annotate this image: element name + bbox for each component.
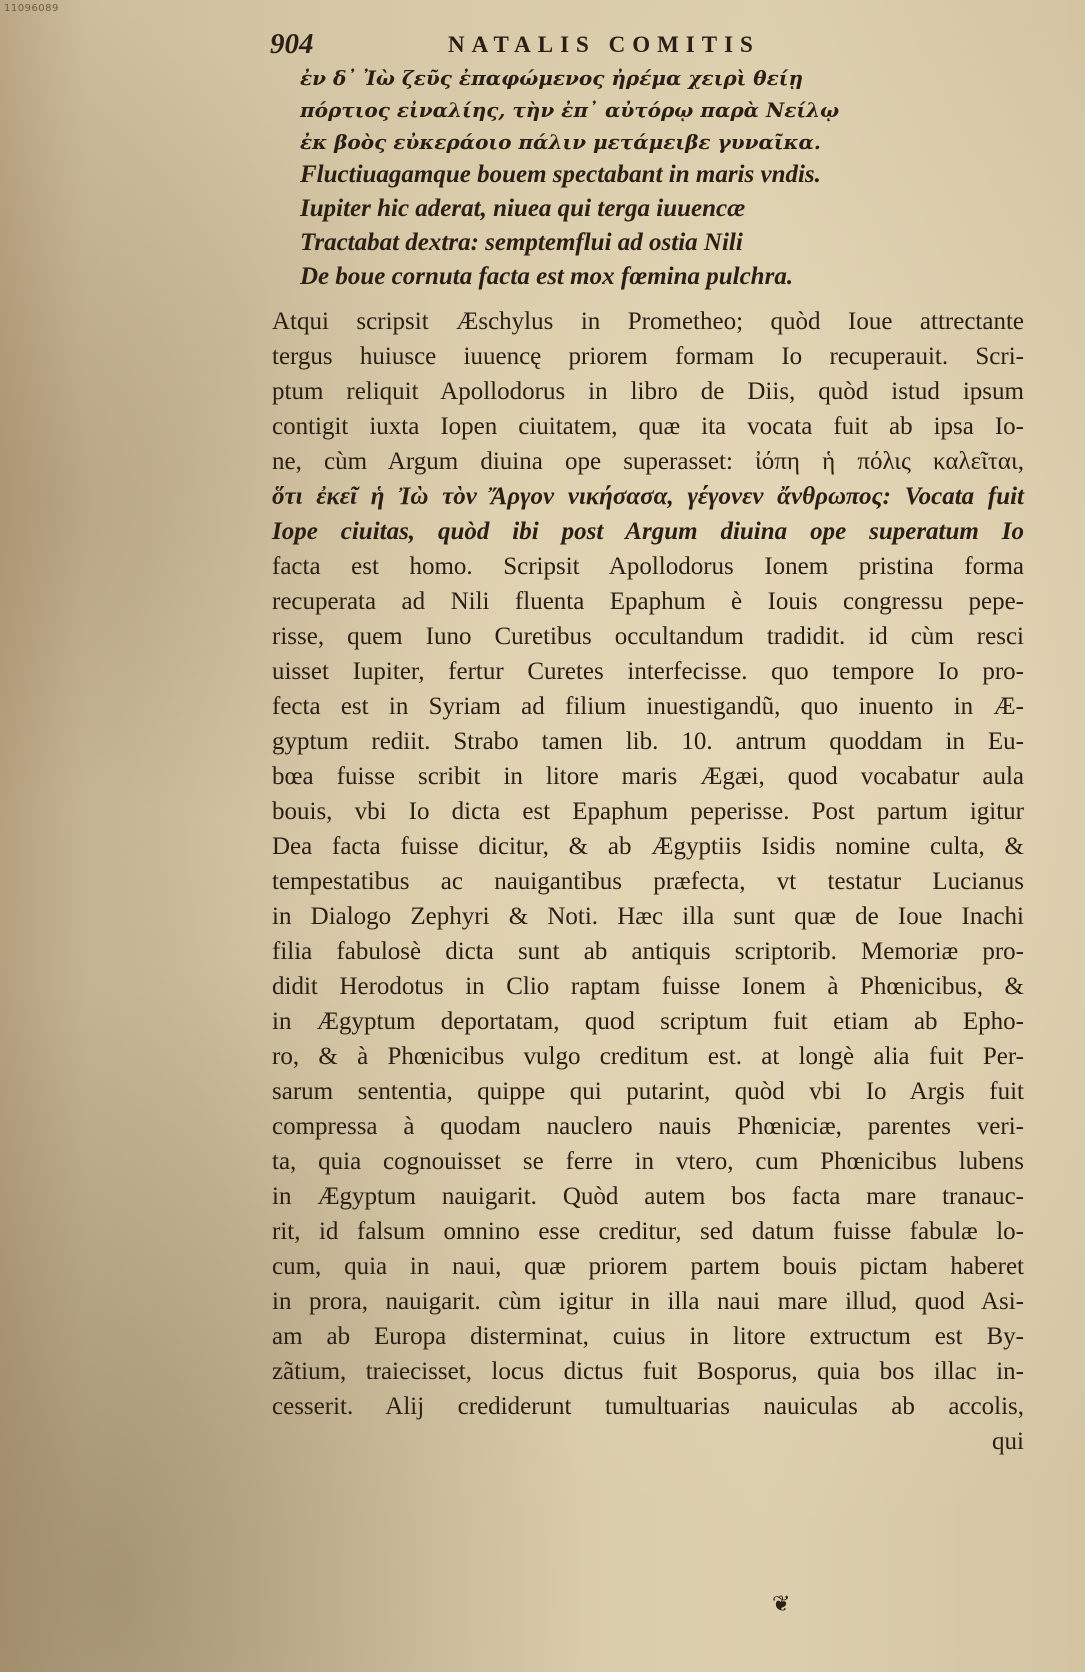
body-line <box>272 1389 1024 1424</box>
body-line <box>272 829 1024 864</box>
body-line <box>272 1284 1024 1319</box>
body-line-text: compressa à quodam nauclero nauis Phœniciæ, parentes veri- <box>272 1113 1024 1140</box>
latin-verse-line: Iupiter hic aderat, niuea qui terga iuuencæ <box>300 195 746 222</box>
body-line <box>272 1214 1024 1249</box>
body-line <box>272 864 1024 899</box>
body-line <box>272 339 1024 374</box>
body-line <box>272 304 1024 339</box>
body-line-text: in prora, nauigarit. cùm igitur in illa naui mare illud, quod Asi- <box>272 1288 1024 1315</box>
body-line-text: ro, & à Phœnicibus vulgo creditum est. at longè alia fuit Per- <box>272 1043 1024 1070</box>
body-line <box>272 654 1024 689</box>
body-text <box>272 304 1024 1459</box>
body-line-text: tergus huiusce iuuencę priorem formam Io recuperauit. Scri- <box>272 343 1024 370</box>
body-line <box>272 374 1024 409</box>
body-line <box>272 409 1024 444</box>
greek-verse-line: ἐκ βοὸς εὐκεράοιο πάλιν μετάμειβε γυναῖκα. <box>300 130 821 154</box>
body-line <box>272 969 1024 1004</box>
body-line-text: ptum reliquit Apollodorus in libro de Diis, quòd istud ipsum <box>272 378 1024 405</box>
body-line-text: contigit iuxta Iopen ciuitatem, quæ ita vocata fuit ab ipsa Io- <box>272 413 1024 440</box>
body-line-text: filia fabulosè dicta sunt ab antiquis scriptorib. Memoriæ pro- <box>272 938 1024 965</box>
body-line <box>272 1039 1024 1074</box>
running-head: NATALIS COMITIS <box>448 32 760 57</box>
printer-ornament-icon: ❦ <box>772 1592 791 1617</box>
body-line <box>272 444 1024 479</box>
body-line <box>272 724 1024 759</box>
body-line <box>272 1354 1024 1389</box>
body-line-text: in Ægyptum nauigarit. Quòd autem bos facta mare tranauc- <box>272 1183 1024 1210</box>
body-line-text: gyptum rediit. Strabo tamen lib. 10. antrum quoddam in Eu- <box>272 728 1024 755</box>
body-line-text: cesserit. Alij crediderunt tumultuarias nauiculas ab accolis, <box>272 1393 1024 1420</box>
body-line <box>272 1179 1024 1214</box>
body-line <box>272 1109 1024 1144</box>
page-number: 904 <box>270 28 314 60</box>
body-line-text: risse, quem Iuno Curetibus occultandum tradidit. id cùm resci <box>272 623 1024 650</box>
latin-verse-line: De boue cornuta facta est mox fœmina pulchra. <box>300 263 794 290</box>
body-line-text: bouis, vbi Io dicta est Epaphum peperisse. Post partum igitur <box>272 798 1024 825</box>
greek-verse-line: ἐν δ᾽ Ἰὼ ζεῦς ἐπαφώμενος ἠρέμα χειρὶ θείῃ <box>300 66 804 90</box>
catchword: qui <box>992 1428 1024 1455</box>
body-line <box>272 1249 1024 1284</box>
catalog-id-stamp: 11096089 <box>4 3 59 14</box>
body-line <box>272 1319 1024 1354</box>
body-line-text: uisset Iupiter, fertur Curetes interfecisse. quo tempore Io pro- <box>272 658 1024 685</box>
verse-quotation <box>300 62 1000 294</box>
body-line <box>272 619 1024 654</box>
body-line-text: in Dialogo Zephyri & Noti. Hæc illa sunt quæ de Ioue Inachi <box>272 903 1024 930</box>
body-line-text: sarum sententia, quippe qui putarint, quòd vbi Io Argis fuit <box>272 1078 1024 1105</box>
body-line-text: fecta est in Syriam ad filium inuestigandũ, quo inuento in Æ- <box>272 693 1024 720</box>
page-header <box>270 28 846 62</box>
body-line <box>272 934 1024 969</box>
body-line-text: bœa fuisse scribit in litore maris Ægæi, quod vocabatur aula <box>272 763 1024 790</box>
body-line <box>272 1004 1024 1039</box>
body-line-text: Iope ciuitas, quòd ibi post Argum diuina ope superatum Io <box>272 518 1024 545</box>
body-line-text: tempestatibus ac nauigantibus præfecta, vt testatur Lucianus <box>272 868 1024 895</box>
body-line-text: rit, id falsum omnino esse creditur, sed datum fuisse fabulæ lo- <box>272 1218 1024 1245</box>
body-line <box>272 759 1024 794</box>
body-line <box>272 549 1024 584</box>
body-line <box>272 899 1024 934</box>
body-line <box>272 1144 1024 1179</box>
latin-verse-line: Fluctiuagamque bouem spectabant in maris vndis. <box>300 161 821 188</box>
body-line-text: cum, quia in naui, quæ priorem partem bouis pictam haberet <box>272 1253 1024 1280</box>
body-line <box>272 1074 1024 1109</box>
body-line-text: zãtium, traiecisset, locus dictus fuit Bosporus, quia bos illac in- <box>272 1358 1024 1385</box>
body-line-text: ta, quia cognouisset se ferre in vtero, cum Phœnicibus lubens <box>272 1148 1024 1175</box>
body-line-text: ὅτι ἐκεῖ ἡ Ἰὼ τὸν Ἄργον νικήσασα, γέγονεν ἄνθρωπος: Vocata fuit <box>272 483 1024 510</box>
body-line <box>272 479 1024 514</box>
body-line-text: recuperata ad Nili fluenta Epaphum è Iouis congressu pepe- <box>272 588 1024 615</box>
body-line-text: in Ægyptum deportatam, quod scriptum fuit etiam ab Epho- <box>272 1008 1024 1035</box>
body-line-text: facta est homo. Scripsit Apollodorus Ionem pristina forma <box>272 553 1024 580</box>
body-line-text: am ab Europa disterminat, cuius in litore extructum est By- <box>272 1323 1024 1350</box>
body-line-text: didit Herodotus in Clio raptam fuisse Ionem à Phœnicibus, & <box>272 973 1024 1000</box>
body-line-text: ne, cùm Argum diuina ope superasset: ἰόπη ἡ πόλις καλεῖται, <box>272 448 1024 475</box>
catchword-line <box>272 1424 1024 1459</box>
body-line-text: Dea facta fuisse dicitur, & ab Ægyptiis Isidis nomine culta, & <box>272 833 1024 860</box>
body-line <box>272 584 1024 619</box>
body-line <box>272 514 1024 549</box>
body-line-text: Atqui scripsit Æschylus in Prometheo; quòd Ioue attrectante <box>272 308 1024 335</box>
greek-verse-line: πόρτιος εἰναλίης, τὴν ἐπ᾽ αὐτόρῳ παρὰ Νείλῳ <box>300 98 840 122</box>
body-line <box>272 794 1024 829</box>
latin-verse-line: Tractabat dextra: semptemflui ad ostia Nili <box>300 229 743 256</box>
body-line <box>272 689 1024 724</box>
